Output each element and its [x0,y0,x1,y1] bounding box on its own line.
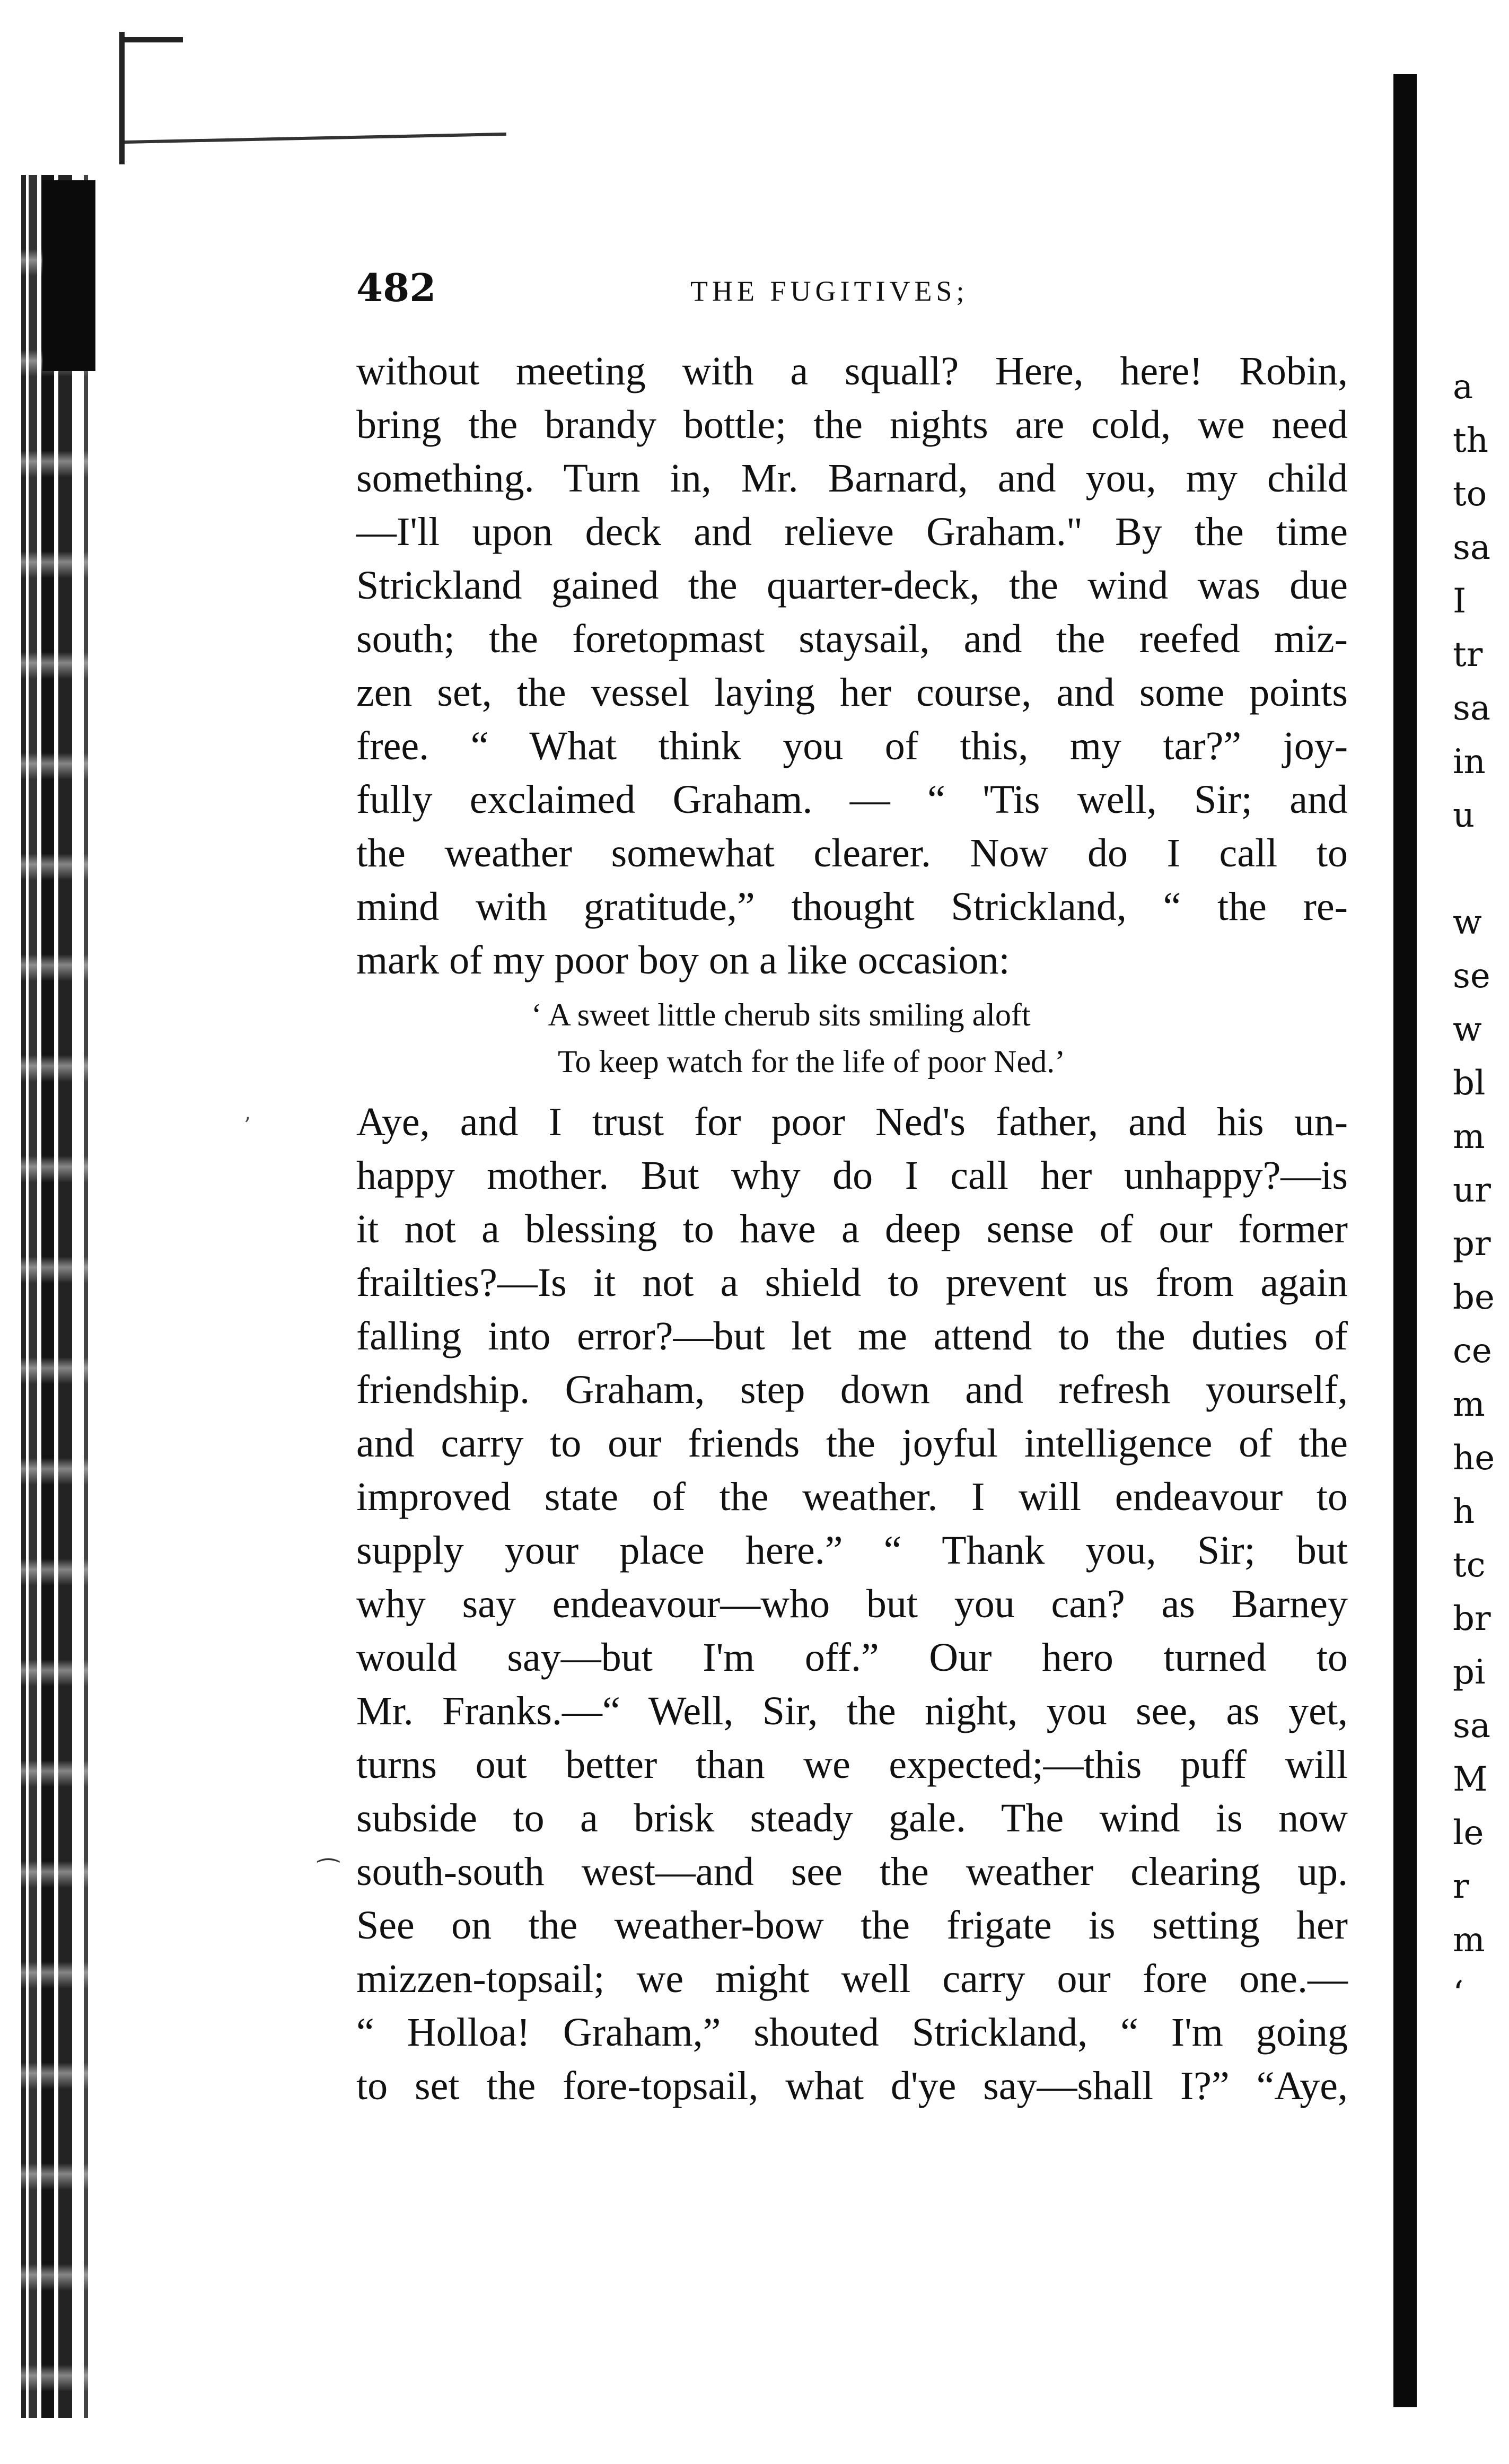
facing-page-fragment: I [1453,582,1467,621]
facing-page-fragment: M [1453,1760,1488,1799]
text-line: Aye, and I trust for poor Ned's father, and his un- [356,1100,1348,1144]
text-line: happy mother. But why do I call her unhappy?—is [356,1153,1348,1198]
text-line: fully exclaimed Graham. — “ 'Tis well, Sir; and [356,777,1348,822]
text-line: it not a blessing to have a deep sense of our former [356,1207,1348,1251]
text-line: falling into error?—but let me attend to the duties of [356,1314,1348,1358]
text-line: Mr. Franks.—“ Well, Sir, the night, you see, as yet, [356,1689,1348,1733]
text-line: mizzen-topsail; we might well carry our fore one.— [356,1957,1348,2001]
facing-page-fragment: h [1453,1492,1475,1531]
facing-page-fragment: se [1453,957,1490,996]
text-line: why say endeavour—who but you can? as Barney [356,1582,1348,1626]
facing-page-fragment: in [1453,742,1486,782]
text-line: turns out better than we expected;—this puff will [356,1742,1348,1787]
text-line: to set the fore-topsail, what d'ye say—shall I?” “Aye, [356,2064,1348,2108]
facing-page-fragment: pi [1453,1653,1486,1692]
text-line: south; the foretopmast staysail, and the reefed miz- [356,617,1348,661]
text-line: free. “ What think you of this, my tar?” joy- [356,724,1348,768]
facing-page-fragment: le [1453,1813,1484,1853]
facing-page-fragment: m [1453,1921,1485,1960]
page-header [356,265,1348,323]
facing-page-fragment: to [1453,475,1487,514]
facing-page-fragment: ce [1453,1331,1492,1371]
facing-page-fragment: bl [1453,1064,1486,1103]
verse-line: ‘ A sweet little cherub sits smiling aloft [531,997,1031,1032]
facing-page-fragment: ‘ [1453,1974,1464,2013]
scanned-binding-edge [21,175,122,2418]
scan-corner-mark-top [119,37,183,42]
text-line: would say—but I'm off.” Our hero turned to [356,1635,1348,1680]
text-line: zen set, the vessel laying her course, and some points [356,670,1348,715]
facing-page-fragment: tr [1453,635,1483,674]
facing-page-fragment: m [1453,1117,1485,1156]
facing-page-fragment: w [1453,1010,1482,1049]
scan-stray-line [125,133,506,144]
text-line: supply your place here.” “ Thank you, Sir; but [356,1528,1348,1573]
running-head: THE FUGITIVES; [690,275,969,307]
page-body-text [356,345,1348,2113]
text-line: subside to a brisk steady gale. The wind is now [356,1796,1348,1840]
text-line: See on the weather-bow the frigate is setting her [356,1903,1348,1948]
facing-page-fragment: u [1453,796,1475,835]
scanned-page-edge-bar [1393,74,1417,2407]
facing-page-fragment: sa [1453,528,1490,567]
text-line: —I'll upon deck and relieve Graham." By the time [356,510,1348,554]
facing-page-fragments [1453,361,1509,2057]
facing-page-fragment: w [1453,903,1482,942]
facing-page-fragment: he [1453,1439,1495,1478]
facing-page-fragment: m [1453,1385,1485,1424]
text-line: improved state of the weather. I will endeavour to [356,1475,1348,1519]
scan-corner-mark [119,32,125,164]
facing-page-fragment: th [1453,421,1488,460]
stray-scan-mark: ’ [244,1113,251,1138]
text-line: “ Holloa! Graham,” shouted Strickland, “ I'm going [356,2010,1348,2055]
page-number: 482 [356,265,436,310]
text-line: mind with gratitude,” thought Strickland, “ the re- [356,884,1348,929]
facing-page-fragment: sa [1453,689,1490,728]
facing-page-fragment: be [1453,1278,1495,1317]
facing-page-fragment: pr [1453,1224,1491,1264]
verse-line: To keep watch for the life of poor Ned.’ [558,1044,1066,1079]
text-line: south-south west—and see the weather clearing up. [356,1849,1348,1894]
text-line: and carry to our friends the joyful intelligence of the [356,1421,1348,1466]
facing-page-fragment: sa [1453,1706,1490,1746]
facing-page-fragment: tc [1453,1546,1486,1585]
text-line: bring the brandy bottle; the nights are cold, we need [356,402,1348,447]
text-line: friendship. Graham, step down and refresh yourself, [356,1367,1348,1412]
facing-page-fragment [1453,843,1509,896]
scanned-binding-shadow [42,180,95,371]
text-line: the weather somewhat clearer. Now do I call to [356,831,1348,875]
text-line: mark of my poor boy on a like occasion: [356,938,1010,983]
facing-page-fragment: ur [1453,1171,1491,1210]
text-line: Strickland gained the quarter-deck, the wind was due [356,563,1348,608]
facing-page-fragment: br [1453,1599,1491,1638]
stray-pen-mark: ⁀ [318,1858,339,1888]
facing-page-fragment: r [1453,1867,1469,1906]
text-line: without meeting with a squall? Here, here! Robin, [356,349,1348,393]
text-line: frailties?—Is it not a shield to prevent us from again [356,1260,1348,1305]
text-line: something. Turn in, Mr. Barnard, and you, my child [356,456,1348,501]
facing-page-fragment: a [1453,367,1473,407]
